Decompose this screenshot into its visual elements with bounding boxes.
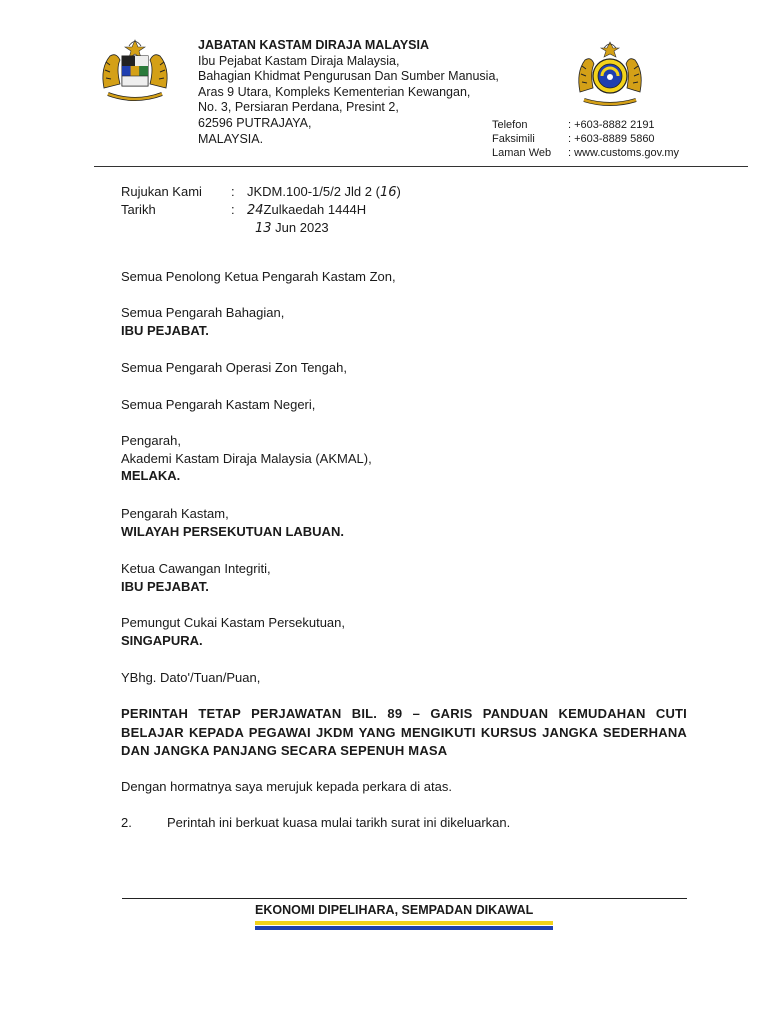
contact-block	[492, 118, 679, 160]
org-name: JABATAN KASTAM DIRAJA MALAYSIA	[198, 38, 430, 52]
contact-row	[492, 118, 679, 132]
subject-heading: PERINTAH TETAP PERJAWATAN BIL. 89 – GARIS PANDUAN KEMUDAHAN CUTI BELAJAR KEPADA PEGAWAI JKDM YANG MENGIKUTI KURSUS JANGKA SEDERHANA DAN JANGKA PANJANG SECARA SEPENUH MASA	[121, 706, 687, 758]
contact-row	[492, 132, 679, 146]
recipient-title: Ketua Cawangan Integriti,	[121, 561, 271, 576]
footer-stripe-blue	[255, 926, 553, 930]
address-line: 62596 PUTRAJAYA,	[198, 115, 312, 130]
reference-close: )	[396, 184, 401, 199]
recipient-place: MELAKA.	[121, 468, 181, 483]
hijri-date: Zulkaedah 1444H	[263, 202, 367, 217]
paragraph-number: 2.	[121, 815, 132, 830]
recipient-title: Pengarah Kastam,	[121, 506, 229, 521]
malaysia-coat-of-arms-logo	[96, 38, 174, 106]
gregorian-date: Jun 2023	[275, 220, 329, 235]
address-line: No. 3, Persiaran Perdana, Presint 2,	[198, 100, 399, 115]
address-line: Bahagian Khidmat Pengurusan Dan Sumber Manusia,	[198, 69, 499, 84]
handwritten-day: 13	[255, 221, 272, 236]
recipient: Semua Penolong Ketua Pengarah Kastam Zon,	[121, 269, 396, 284]
date-row	[121, 219, 401, 237]
contact-label: Faksimili	[492, 133, 535, 145]
recipient-title: Pengarah,	[121, 433, 181, 448]
recipient-place: IBU PEJABAT.	[121, 578, 209, 594]
reference-block	[121, 183, 401, 237]
recipient-place: WILAYAH PERSEKUTUAN LABUAN.	[121, 523, 344, 539]
reference-label: Rujukan Kami	[121, 184, 202, 199]
colon: :	[231, 184, 235, 199]
footer-motto: EKONOMI DIPELIHARA, SEMPADAN DIKAWAL	[255, 903, 534, 917]
paragraph-text: Perintah ini berkuat kuasa mulai tarikh surat ini dikeluarkan.	[167, 815, 511, 830]
recipient-title: Semua Pengarah Bahagian,	[121, 305, 285, 320]
phone-value: : +603-8882 2191	[568, 119, 655, 131]
contact-label: Telefon	[492, 119, 528, 131]
address-line: MALAYSIA.	[198, 131, 264, 146]
reference-row	[121, 183, 401, 201]
recipient: Semua Pengarah Kastam Negeri,	[121, 397, 316, 412]
fax-value: : +603-8889 5860	[568, 133, 655, 145]
contact-label: Laman Web	[492, 147, 552, 159]
recipient-org: Akademi Kastam Diraja Malaysia (AKMAL),	[121, 450, 372, 466]
contact-row	[492, 146, 679, 160]
customs-department-logo	[572, 40, 648, 110]
address-line: Ibu Pejabat Kastam Diraja Malaysia,	[198, 53, 400, 68]
opening-paragraph: Dengan hormatnya saya merujuk kepada perkara di atas.	[121, 779, 452, 794]
footer-divider	[122, 898, 687, 899]
recipient-place: SINGAPURA.	[121, 632, 203, 648]
salutation: YBhg. Dato'/Tuan/Puan,	[121, 670, 261, 685]
recipient	[121, 560, 271, 595]
paragraph-2	[121, 815, 510, 830]
recipient	[121, 432, 372, 485]
recipient-place: IBU PEJABAT.	[121, 322, 209, 338]
header-divider	[94, 166, 748, 167]
colon: :	[231, 202, 235, 217]
recipient	[121, 505, 344, 540]
recipient: Semua Pengarah Operasi Zon Tengah,	[121, 360, 347, 375]
recipient	[121, 614, 345, 649]
handwritten-number: 16	[379, 185, 397, 200]
date-label: Tarikh	[121, 202, 156, 217]
footer-stripe-yellow	[255, 921, 553, 925]
letterhead	[198, 38, 499, 147]
date-row	[121, 201, 401, 219]
address-line: Aras 9 Utara, Kompleks Kementerian Kewangan,	[198, 84, 471, 99]
recipient	[121, 304, 284, 339]
reference-number: JKDM.100-1/5/2 Jld 2 (	[247, 184, 380, 199]
recipient-title: Pemungut Cukai Kastam Persekutuan,	[121, 615, 346, 630]
handwritten-day: 24	[247, 203, 264, 218]
website-link[interactable]: : www.customs.gov.my	[568, 147, 680, 159]
